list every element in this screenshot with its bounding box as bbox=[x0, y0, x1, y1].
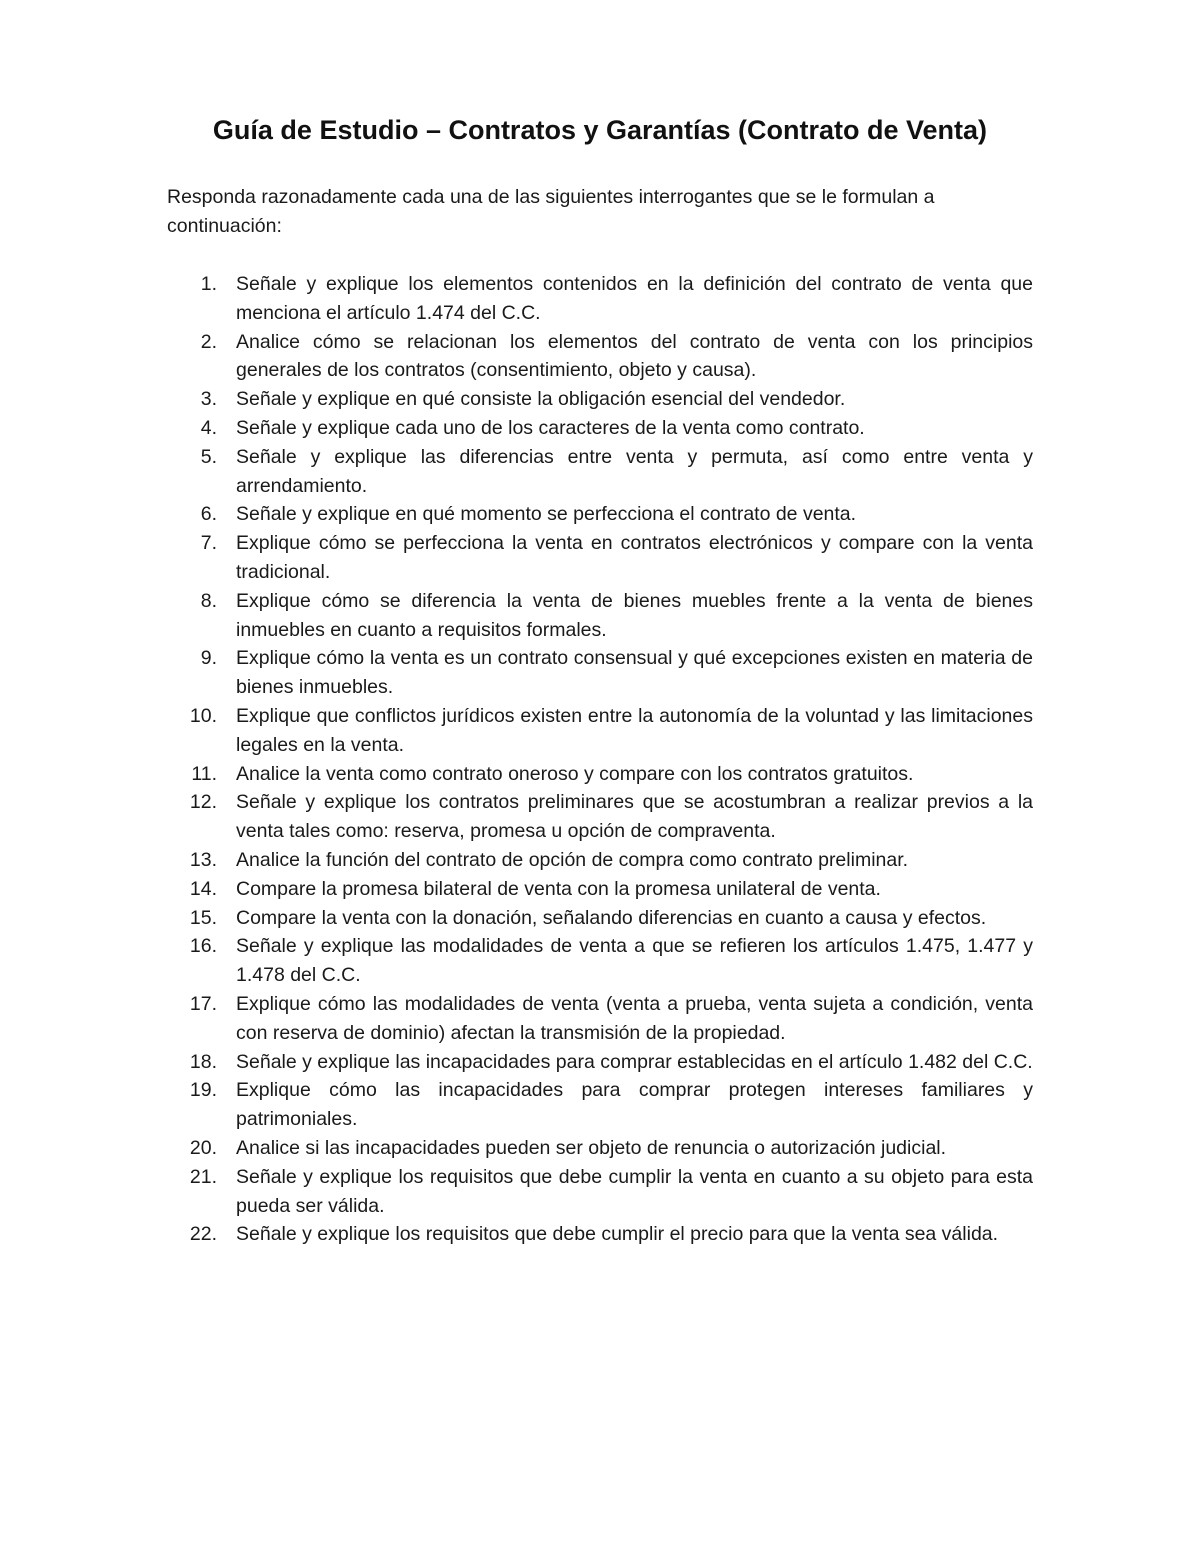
question-item bbox=[167, 990, 1033, 1048]
question-text: Señale y explique los requisitos que debe cumplir el precio para que la venta sea válida. bbox=[236, 1223, 999, 1246]
question-text: Analice la venta como contrato oneroso y compare con los contratos gratuitos. bbox=[236, 762, 914, 785]
question-text: Señale y explique las modalidades de venta a que se refieren los artículos 1.475, 1.477 y 1.478 del C.C. bbox=[236, 935, 1033, 987]
questions-list bbox=[167, 270, 1033, 1249]
question-text: Señale y explique los elementos contenidos en la definición del contrato de venta que menciona el artículo 1.474 del C.C. bbox=[236, 273, 1033, 324]
question-item bbox=[167, 443, 1033, 501]
question-item bbox=[167, 932, 1033, 990]
question-text: Señale y explique los requisitos que debe cumplir la venta en cuanto a su objeto para esta pueda ser válida. bbox=[236, 1165, 1033, 1217]
question-number: 6. bbox=[200, 503, 217, 526]
question-item bbox=[167, 875, 1033, 904]
question-item bbox=[167, 1076, 1033, 1134]
question-text: Señale y explique las diferencias entre venta y permuta, así como entre venta y arrendamiento. bbox=[236, 445, 1033, 497]
question-number: 9. bbox=[200, 647, 217, 670]
question-text: Analice si las incapacidades pueden ser objeto de renuncia o autorización judicial. bbox=[236, 1136, 947, 1159]
question-text: Explique cómo se perfecciona la venta en contratos electrónicos y compare con la venta tradicional. bbox=[236, 532, 1033, 583]
question-number: 2. bbox=[200, 330, 217, 353]
question-number: 8. bbox=[200, 589, 217, 612]
question-text: Explique cómo se diferencia la venta de bienes muebles frente a la venta de bienes inmuebles en cuanto a requisitos formales. bbox=[236, 589, 1033, 641]
question-number: 11. bbox=[191, 762, 217, 785]
question-text: Señale y explique en qué momento se perfecciona el contrato de venta. bbox=[236, 503, 857, 526]
question-item bbox=[167, 702, 1033, 760]
question-number: 7. bbox=[200, 532, 217, 555]
question-item bbox=[167, 1220, 1033, 1249]
question-text: Explique cómo las modalidades de venta (venta a prueba, venta sujeta a condición, venta con reserva de dominio) afectan la transmisión de la propiedad. bbox=[236, 992, 1033, 1044]
question-number: 5. bbox=[200, 445, 217, 468]
question-item bbox=[167, 760, 1033, 789]
intro-paragraph: Responda razonadamente cada una de las siguientes interrogantes que se le formulan a continuación: bbox=[167, 186, 935, 237]
question-number: 20. bbox=[189, 1136, 217, 1159]
question-text: Compare la venta con la donación, señalando diferencias en cuanto a causa y efectos. bbox=[236, 906, 987, 929]
question-number: 21. bbox=[189, 1165, 217, 1188]
question-item bbox=[167, 1134, 1033, 1163]
question-number: 13. bbox=[189, 848, 217, 871]
question-text: Analice cómo se relacionan los elementos del contrato de venta con los principios generales de los contratos (consentimiento, objeto y causa). bbox=[236, 330, 1033, 382]
question-item bbox=[167, 788, 1033, 846]
question-number: 3. bbox=[200, 388, 217, 411]
question-number: 4. bbox=[200, 416, 217, 439]
question-number: 22. bbox=[189, 1223, 217, 1246]
question-number: 19. bbox=[189, 1079, 217, 1102]
question-item bbox=[167, 529, 1033, 587]
question-text: Explique que conflictos jurídicos existen entre la autonomía de la voluntad y las limitaciones legales en la venta. bbox=[236, 704, 1033, 756]
question-text: Señale y explique en qué consiste la obligación esencial del vendedor. bbox=[236, 388, 846, 411]
question-item bbox=[167, 328, 1033, 386]
question-item bbox=[167, 1048, 1033, 1077]
document-title: Guía de Estudio – Contratos y Garantías (Contrato de Venta) bbox=[212, 115, 988, 145]
question-text: Señale y explique cada uno de los caracteres de la venta como contrato. bbox=[236, 416, 865, 439]
question-item bbox=[167, 846, 1033, 875]
question-text: Explique cómo la venta es un contrato consensual y qué excepciones existen en materia de bienes inmuebles. bbox=[236, 647, 1033, 699]
question-item bbox=[167, 500, 1033, 529]
question-text: Señale y explique los contratos preliminares que se acostumbran a realizar previos a la venta tales como: reserva, promesa u opción de compraventa. bbox=[236, 791, 1033, 843]
question-item bbox=[167, 587, 1033, 645]
question-text: Señale y explique las incapacidades para comprar establecidas en el artículo 1.482 del C.C. bbox=[236, 1050, 1033, 1073]
question-item bbox=[167, 644, 1033, 702]
question-item bbox=[167, 904, 1033, 933]
question-number: 16. bbox=[189, 935, 217, 958]
question-number: 1. bbox=[200, 273, 217, 295]
question-number: 10. bbox=[189, 704, 217, 727]
question-number: 18. bbox=[189, 1050, 217, 1073]
question-item bbox=[167, 414, 1033, 443]
question-text: Explique cómo las incapacidades para comprar protegen intereses familiares y patrimoniales. bbox=[236, 1079, 1033, 1131]
question-number: 14. bbox=[189, 877, 217, 900]
question-number: 12. bbox=[189, 791, 217, 814]
question-text: Analice la función del contrato de opción de compra como contrato preliminar. bbox=[236, 848, 909, 871]
question-text: Compare la promesa bilateral de venta con la promesa unilateral de venta. bbox=[236, 877, 881, 900]
question-item bbox=[167, 1163, 1033, 1221]
question-number: 15. bbox=[189, 906, 217, 929]
question-item bbox=[167, 385, 1033, 414]
question-number: 17. bbox=[189, 992, 217, 1015]
question-item bbox=[167, 270, 1033, 328]
